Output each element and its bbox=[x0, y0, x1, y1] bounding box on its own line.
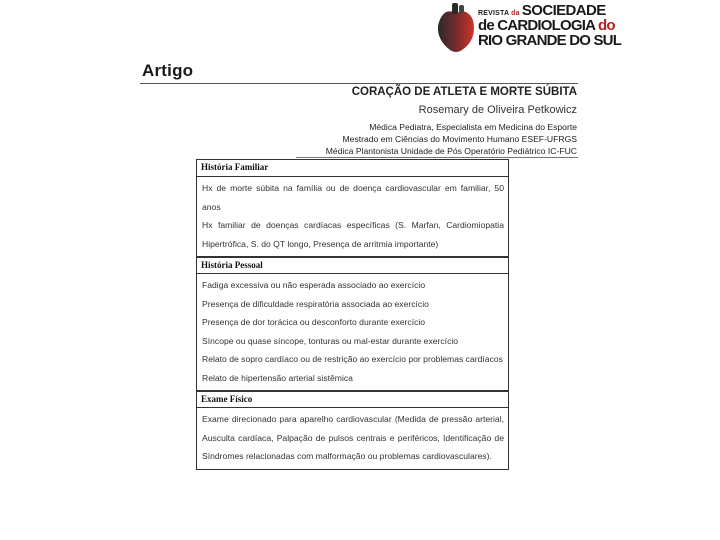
table-item: Hx familiar de doenças cardíacas específicas (S. Marfan, Cardiomiopatia Hipertrófica, S. do QT longo, Presença de arritmia importante) bbox=[202, 220, 504, 249]
table-item: Hx de morte súbita na família ou de doença cardiovascular em familiar, 50 anos bbox=[202, 183, 504, 212]
section-heading: História Pessoal bbox=[197, 257, 508, 271]
section-label: Artigo bbox=[142, 61, 194, 80]
table-item: Fadiga excessiva ou não esperada associado ao exercício bbox=[202, 280, 426, 290]
header-divider bbox=[140, 83, 578, 84]
table-section-physical-exam bbox=[197, 391, 508, 469]
section-heading: História Familiar bbox=[201, 162, 269, 172]
journal-logo bbox=[432, 2, 622, 54]
heart-logo-icon bbox=[432, 2, 480, 54]
logo-line1-big: SOCIEDADE bbox=[521, 2, 606, 19]
table-section-personal-history bbox=[197, 257, 508, 391]
article-title: CORAÇÃO DE ATLETA E MORTE SÚBITA bbox=[351, 86, 577, 98]
logo-line1-da: da bbox=[511, 10, 520, 17]
logo-line2-main: de CARDIOLOGIA bbox=[478, 17, 595, 34]
section-body bbox=[197, 273, 508, 391]
table-item: Relato de sopro cardíaco ou de restrição ao exercício por problemas cardíacos bbox=[202, 354, 503, 364]
table-section-family-history bbox=[197, 160, 508, 257]
section-body bbox=[197, 407, 508, 469]
table-item: Presença de dor torácica ou desconforto durante exercício bbox=[202, 317, 426, 327]
logo-line2-do: do bbox=[597, 17, 615, 34]
author-affiliation-3: Médica Plantonista Unidade de Pós Operatório Pediátrico IC-FUC bbox=[325, 146, 577, 156]
author-affiliation-2: Mestrado em Ciências do Movimento Humano ESEF-UFRGS bbox=[342, 134, 577, 144]
author-affiliation-1: Médica Pediatra, Especialista em Medicina do Esporte bbox=[369, 122, 577, 132]
affiliation-divider bbox=[296, 157, 578, 158]
table-item: Relato de hipertensão arterial sistêmica bbox=[202, 372, 353, 383]
section-body bbox=[197, 176, 508, 257]
screening-table bbox=[196, 159, 509, 470]
journal-logo-text bbox=[478, 3, 621, 48]
section-heading: Exame Físico bbox=[197, 391, 508, 405]
article-author: Rosemary de Oliveira Petkowicz bbox=[418, 104, 577, 116]
table-item: Exame direcionado para aparelho cardiovascular (Medida de pressão arterial, Ausculta cardíaca, Palpação de pulsos centrais e periféricos, Identificação de Síndromes relacionadas com malformação ou problemas cardiovasculares). bbox=[202, 414, 504, 461]
table-item: Presença de dificuldade respiratória associada ao exercício bbox=[202, 298, 429, 309]
table-item: Síncope ou quase síncope, tonturas ou mal-estar durante exercício bbox=[202, 335, 459, 346]
logo-line3: RIO GRANDE DO SUL bbox=[478, 32, 622, 49]
logo-line1-prefix: REVISTA bbox=[478, 10, 509, 17]
